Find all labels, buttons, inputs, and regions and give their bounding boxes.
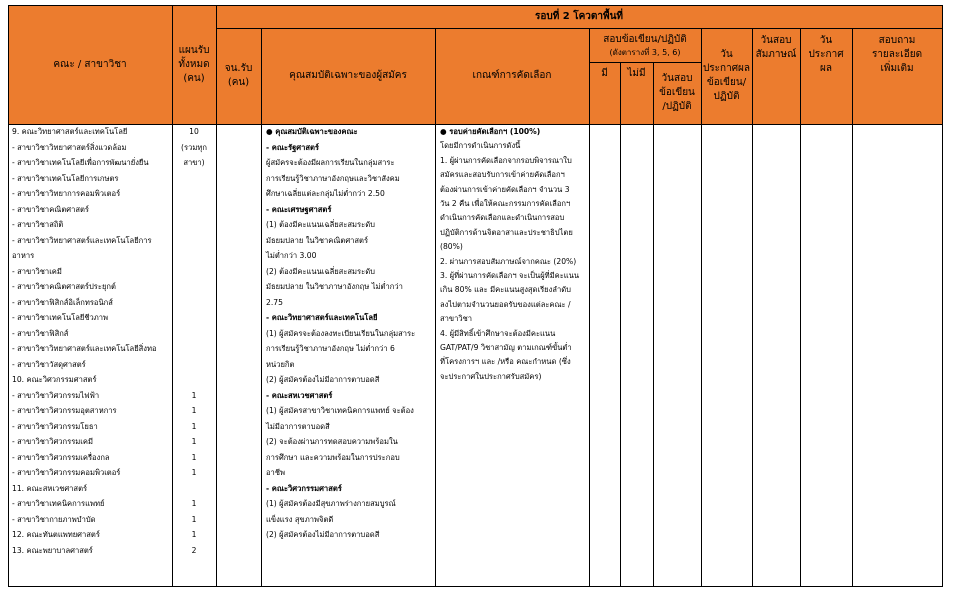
faculty-row-seats: 10 <box>189 127 199 136</box>
announce-column-header <box>800 28 852 98</box>
criteria-line: 4. ผู้มีสิทธิ์เข้าศึกษาจะต้องมีคะแนน <box>440 328 556 338</box>
grid-line <box>653 62 654 587</box>
faculty-row-label: - สาขาวิชาวัสดุศาสตร์ <box>12 359 86 369</box>
has-column-header: มี <box>601 68 608 79</box>
written-date-column-header <box>653 62 701 124</box>
seats-header-line: (คน) <box>227 77 250 88</box>
written-date-header-line: /ปฏิบัติ <box>662 101 692 112</box>
criteria-line: ต้องผ่านการเข้าค่ายคัดเลือกฯ จำนวน 3 <box>440 184 570 194</box>
inquiry-column-header <box>852 28 942 98</box>
faculty-row-label: 13. คณะพยาบาลศาสตร์ <box>12 545 93 555</box>
faculty-row-seats: 1 <box>191 390 197 400</box>
criteria-line: จะประกาศในประกาศรับสมัคร) <box>440 371 542 381</box>
faculty-row-label: - สาขาวิชาวิศวกรรมเครื่องกล <box>12 452 110 462</box>
qualification-line: (2) จะต้องผ่านการทดสอบความพร้อมใน <box>266 437 398 446</box>
grid-line <box>620 62 621 587</box>
criteria-line: สมัครและสอบรับการเข้าค่ายคัดเลือกฯ <box>440 170 565 180</box>
none-column-header: ไม่มี <box>627 68 646 79</box>
inquiry-header-line: สอบถาม <box>878 35 916 46</box>
faculty-row-label: - สาขาวิชาฟิสิกส์ <box>12 328 69 338</box>
qualification-line: - คณะเศรษฐศาสตร์ <box>266 204 332 214</box>
total-seats-header-line: ทั้งหมด <box>178 58 210 70</box>
faculty-row-seats: 1 <box>191 530 197 539</box>
grid-line <box>752 28 753 587</box>
qualification-line: (1) ผู้สมัครสาขาวิชาเทคนิคการแพทย์ จะต้อง <box>266 406 414 415</box>
announce-written-header-line: วัน <box>720 49 733 60</box>
faculty-row-label: - สาขาวิชาเทคโนโลยีชีวภาพ <box>12 313 109 322</box>
faculty-row-label: - สาขาวิชาเคมี <box>12 266 62 276</box>
interview-header-line: สัมภาษณ์ <box>755 49 797 60</box>
grid-line <box>8 124 942 125</box>
faculty-row-label: อาหาร <box>12 251 35 260</box>
faculty-row-label: - สาขาวิชาวิศวกรรมอุตสาหการ <box>12 406 117 415</box>
qualification-line: - คณะวิศวกรรมศาสตร์ <box>266 483 342 493</box>
qualification-line: (1) ผู้สมัครต้องมีสุขภาพร่างกายสมบูรณ์ <box>266 499 396 508</box>
total-seats-header-line: แผนรับ <box>178 44 210 56</box>
criteria-line: (80%) <box>440 242 463 252</box>
criteria-line: ดำเนินการคัดเลือกและดำเนินการสอบ <box>440 213 565 223</box>
total-seats-header-line: (คน) <box>183 72 205 84</box>
qualification-line: - คณะวิทยาศาสตร์และเทคโนโลยี <box>266 313 378 322</box>
faculty-row-label: - สาขาวิชาวิศวกรรมเคมี <box>12 437 93 446</box>
qualification-column-header: คุณสมบัติเฉพาะของผู้สมัคร <box>289 70 407 81</box>
qualification-line: มัธยมปลาย ในวิชาคณิตศาสตร์ <box>266 235 369 245</box>
faculty-row-label: - สาขาวิชาเทคโนโลยีการเกษตร <box>12 173 119 183</box>
written-test-header-line: สอบข้อเขียน/ปฏิบัติ <box>603 33 687 45</box>
interview-header-line: วันสอบ <box>760 35 792 46</box>
announce-header-line: วัน <box>819 35 833 46</box>
criteria-line: โดยมีการดำเนินการดังนี้ <box>440 141 521 151</box>
faculty-row-label: - สาขาวิชาคณิตศาสตร์ประยุกต์ <box>12 282 116 291</box>
qualification-line: (1) ต้องมีคะแนนเฉลี่ยสะสมระดับ <box>266 220 375 229</box>
qualification-line: การเรียนรู้วิชาภาษาอังกฤษและวิชาสังคม <box>266 173 400 183</box>
criteria-line: 2. ผ่านการสอบสัมภาษณ์จากคณะ (20%) <box>440 256 577 266</box>
faculty-row-label: - สาขาวิชาฟิสิกส์อิเล็กทรอนิกส์ <box>12 297 113 307</box>
criteria-column-header: เกณฑ์การคัดเลือก <box>472 70 552 81</box>
faculty-row-label: 12. คณะทันตแพทยศาสตร์ <box>12 530 100 539</box>
faculty-row-label: - สาขาวิชาวิทยาศาสตร์และเทคโนโลยีการ <box>12 235 152 245</box>
qualification-line: - คณะรัฐศาสตร์ <box>266 142 319 152</box>
faculty-row-label: - สาขาวิชาวิศวกรรมไฟฟ้า <box>12 390 100 400</box>
qualification-line: หน่วยกิต <box>266 359 295 369</box>
round-title: รอบที่ 2 โควตาพื้นที่ <box>534 10 624 22</box>
faculty-row-label: - สาขาวิชาสถิติ <box>12 220 64 229</box>
faculty-row-seats: 1 <box>191 437 197 446</box>
faculty-row-seats: 1 <box>191 499 197 508</box>
grid-line <box>852 28 853 587</box>
criteria-line: ● รอบค่ายคัดเลือกฯ (100%) <box>440 127 541 136</box>
grid-line <box>589 28 590 587</box>
faculty-row-label: - สาขาวิชาเทคนิคการแพทย์ <box>12 499 105 508</box>
faculty-row-label: - สาขาวิชาวิทยาศาสตร์สิ่งแวดล้อม <box>12 142 127 152</box>
faculty-row-label: 11. คณะสหเวชศาสตร์ <box>12 483 88 493</box>
faculty-row-label: - สาขาวิชาวิศวกรรมคอมพิวเตอร์ <box>12 468 121 477</box>
qualification-line: (2) ต้องมีคะแนนเฉลี่ยสะสมระดับ <box>266 266 375 276</box>
qualification-line: (1) ผู้สมัครจะต้องลงทะเบียนเรียนในกลุ่มสาระ <box>266 328 416 338</box>
qualification-line: ● คุณสมบัติเฉพาะของคณะ <box>266 127 358 136</box>
written-date-header-line: ข้อเขียน <box>659 87 695 98</box>
faculty-row-label: - สาขาวิชาวิทยาศาสตร์และเทคโนโลยีสิ่งทอ <box>12 344 157 353</box>
criteria-line: ลงไปตามจำนวนยอดรับของแต่ละคณะ / <box>440 299 571 309</box>
announce-written-header-line: ปฏิบัติ <box>713 91 740 102</box>
criteria-line: GAT/PAT/9 วิชาสามัญ ตามเกณฑ์ขั้นต่ำ <box>440 343 572 352</box>
qualification-line: 2.75 <box>266 297 283 307</box>
grid-line <box>942 5 943 587</box>
faculty-row-seats: 2 <box>191 545 197 555</box>
faculty-row-label: - สาขาวิชาเทคโนโลยีเพื่อการพัฒนายั่งยืน <box>12 158 149 167</box>
announce-written-header-line: ประกาศผล <box>702 63 751 74</box>
faculty-row-label: - สาขาวิชาคณิตศาสตร์ <box>12 204 89 214</box>
grid-line <box>800 28 801 587</box>
faculty-row-seats: 1 <box>191 452 197 462</box>
grid-line <box>8 586 942 587</box>
qualification-line: แข็งแรง สุขภาพจิตดี <box>266 514 334 524</box>
faculty-row-seats: 1 <box>191 406 197 415</box>
written-test-group-header <box>589 28 701 62</box>
total-seats-column-header <box>172 5 216 124</box>
faculty-row-label: - สาขาวิชากายภาพบำบัด <box>12 514 96 524</box>
faculty-row-label: 9. คณะวิทยาศาสตร์และเทคโนโลยี <box>12 127 128 136</box>
qualification-line: ไม่ต่ำกว่า 3.00 <box>266 251 317 260</box>
qualification-line: ศึกษาเฉลี่ยแต่ละกลุ่มไม่ต่ำกว่า 2.50 <box>266 189 385 198</box>
inquiry-header-line: รายละเอียด <box>871 49 923 60</box>
criteria-line: วัน 2 คืน เพื่อให้คณะกรรมการคัดเลือกฯ <box>440 199 571 208</box>
faculty-row-label: - สาขาวิชาวิทยาการคอมพิวเตอร์ <box>12 189 121 198</box>
faculty-row-seats: สาขา) <box>183 158 205 167</box>
interview-column-header <box>752 28 800 78</box>
faculty-column-header: คณะ / สาขาวิชา <box>53 58 127 70</box>
faculty-row-seats: 1 <box>191 514 197 524</box>
criteria-line: เกิน 80% และ มีคะแนนสูงสุดเรียงลำดับ <box>440 285 571 295</box>
qualification-line: (2) ผู้สมัครต้องไม่มีอาการตาบอดสี <box>266 530 380 539</box>
faculty-row-seats: (รวมทุก <box>181 142 207 152</box>
written-date-header-line: วันสอบ <box>661 73 693 84</box>
criteria-line: สาขาวิชา <box>440 314 473 324</box>
announce-header-line: ประกาศ <box>808 49 844 60</box>
written-test-header-note: (ดังตารางที่ 3, 5, 6) <box>609 47 681 57</box>
faculty-row-seats: 1 <box>191 468 197 477</box>
announce-header-line: ผล <box>820 63 832 74</box>
seats-column-header <box>216 28 261 124</box>
criteria-line: 1. ผู้ผ่านการคัดเลือกจากรอบพิจารณาใบ <box>440 155 572 165</box>
qualification-line: ผู้สมัครจะต้องมีผลการเรียนในกลุ่มสาระ <box>266 158 395 167</box>
qualification-line: - คณะสหเวชศาสตร์ <box>266 390 333 400</box>
faculty-row-seats: 1 <box>191 421 197 431</box>
qualification-line: (2) ผู้สมัครต้องไม่มีอาการตาบอดสี <box>266 375 380 384</box>
criteria-line: ที่โครงการฯ และ /หรือ คณะกำหนด (ซึ่ง <box>440 357 571 367</box>
faculty-row-label: - สาขาวิชาวิศวกรรมโยธา <box>12 421 98 431</box>
announce-written-header-line: ข้อเขียน/ <box>706 77 747 88</box>
announce-written-column-header <box>701 28 752 124</box>
qualification-line: การศึกษา และความพร้อมในการประกอบ <box>266 452 400 462</box>
criteria-line: 3. ผู้ที่ผ่านการคัดเลือกฯ จะเป็นผู้ที่มีคะแนน <box>440 271 580 280</box>
inquiry-header-line: เพิ่มเติม <box>880 63 914 74</box>
qualification-line: อาชีพ <box>266 468 285 477</box>
qualification-line: การเรียนรู้วิชาภาษาอังกฤษ ไม่ต่ำกว่า 6 <box>266 344 395 353</box>
criteria-line: ปฏิบัติการด้านจิตอาสาและประชาธิปไตย <box>440 227 573 237</box>
qualification-line: ไม่มีอาการตาบอดสี <box>266 421 330 431</box>
qualification-line: มัธยมปลาย ในวิชาภาษาอังกฤษ ไม่ต่ำกว่า <box>266 282 403 291</box>
faculty-row-label: 10. คณะวิศวกรรมศาสตร์ <box>12 375 97 384</box>
seats-header-line: จน.รับ <box>224 63 253 74</box>
